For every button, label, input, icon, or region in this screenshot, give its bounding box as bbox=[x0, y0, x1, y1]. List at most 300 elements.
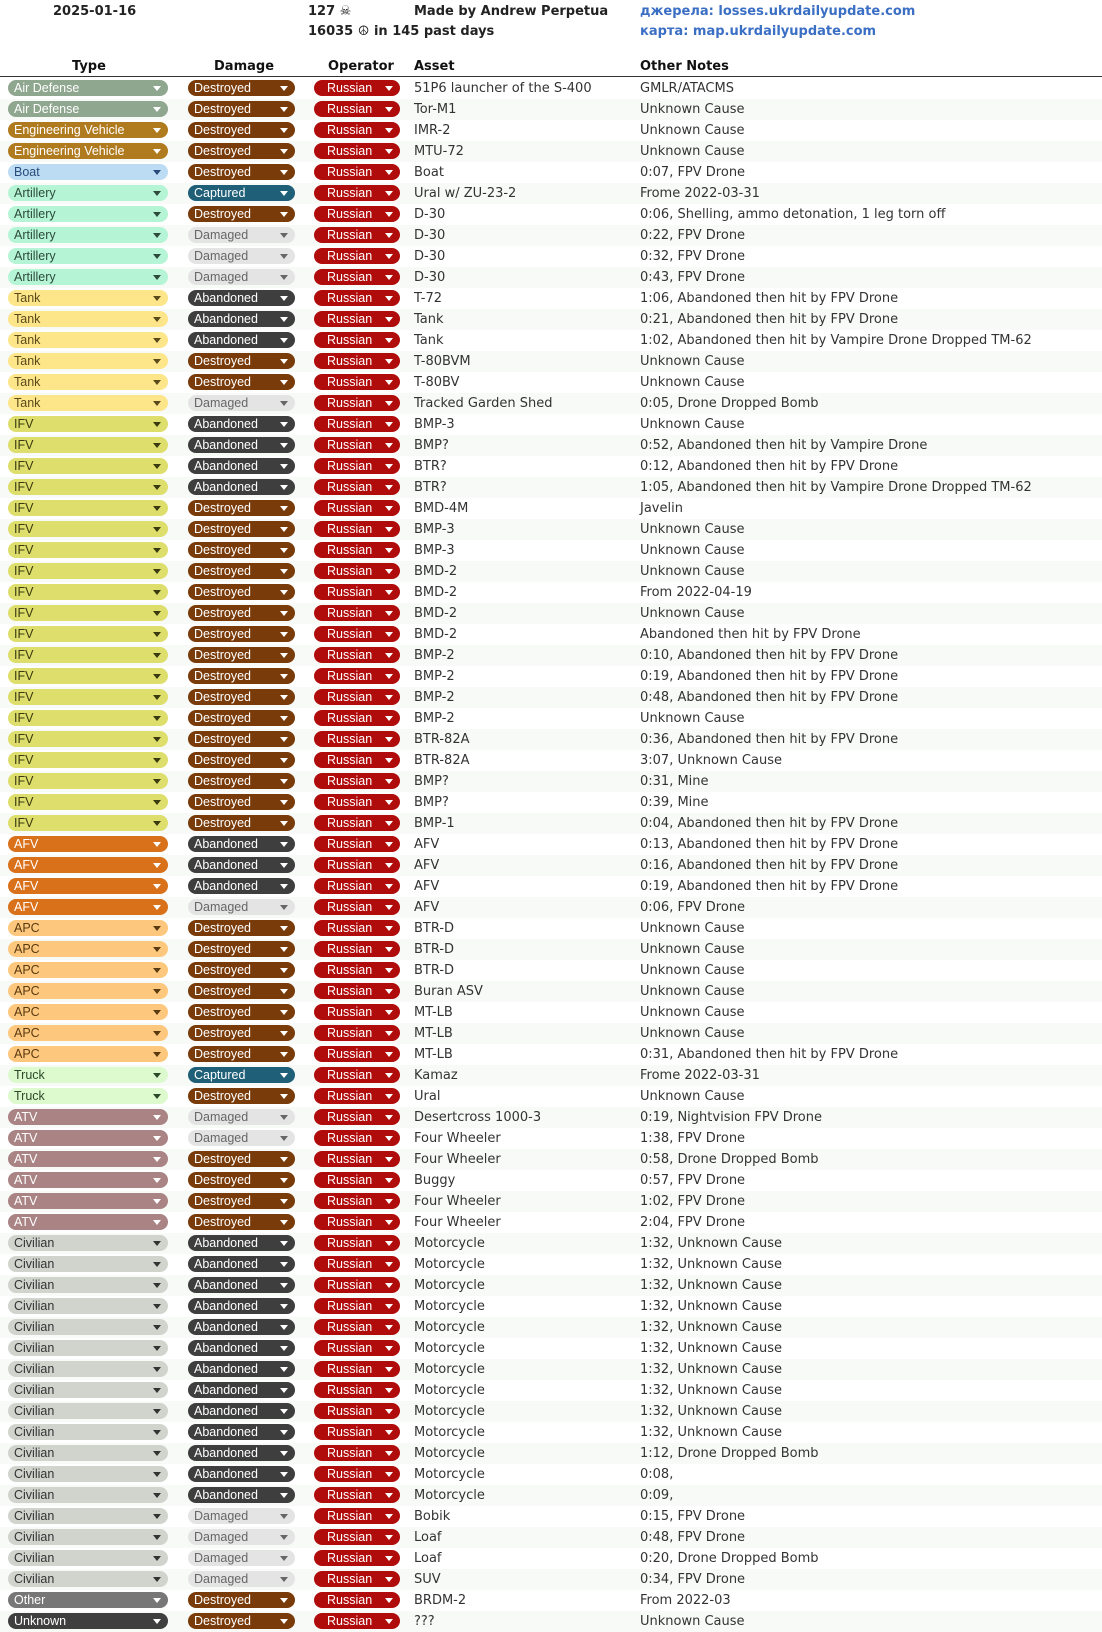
sources-link[interactable]: джерела: losses.ukrdailyupdate.com bbox=[640, 4, 916, 19]
operator-select[interactable] bbox=[314, 1193, 400, 1209]
type-select[interactable] bbox=[8, 1214, 168, 1230]
dropdown-arrow-icon bbox=[280, 1010, 288, 1015]
type-select[interactable] bbox=[8, 584, 168, 600]
type-select[interactable] bbox=[8, 311, 168, 327]
operator-select[interactable] bbox=[314, 1403, 400, 1419]
type-select[interactable] bbox=[8, 1004, 168, 1020]
damage-select[interactable] bbox=[188, 1508, 295, 1524]
type-select[interactable] bbox=[8, 1235, 168, 1251]
type-select[interactable] bbox=[8, 1550, 168, 1566]
operator-select[interactable] bbox=[314, 290, 400, 306]
type-select[interactable] bbox=[8, 395, 168, 411]
type-select-label: IFV bbox=[14, 774, 34, 788]
damage-select[interactable] bbox=[188, 290, 295, 306]
damage-select[interactable] bbox=[188, 1466, 295, 1482]
notes-cell: Unknown Cause bbox=[640, 942, 745, 957]
operator-select[interactable] bbox=[314, 374, 400, 390]
operator-select[interactable] bbox=[314, 311, 400, 327]
damage-select[interactable] bbox=[188, 500, 295, 516]
damage-select[interactable] bbox=[188, 1214, 295, 1230]
damage-select[interactable] bbox=[188, 1193, 295, 1209]
table-row bbox=[0, 351, 1102, 372]
type-select[interactable] bbox=[8, 626, 168, 642]
table-row bbox=[0, 1002, 1102, 1023]
operator-select[interactable] bbox=[314, 1340, 400, 1356]
operator-select[interactable] bbox=[314, 1025, 400, 1041]
damage-select[interactable] bbox=[188, 1172, 295, 1188]
type-select[interactable] bbox=[8, 920, 168, 936]
damage-select[interactable] bbox=[188, 1613, 295, 1629]
notes-cell: Unknown Cause bbox=[640, 984, 745, 999]
type-select[interactable] bbox=[8, 1529, 168, 1545]
damage-select[interactable] bbox=[188, 1382, 295, 1398]
type-select[interactable] bbox=[8, 143, 168, 159]
operator-select[interactable] bbox=[314, 1067, 400, 1083]
operator-select-label: Russian bbox=[327, 858, 373, 872]
damage-select[interactable] bbox=[188, 1025, 295, 1041]
damage-select[interactable] bbox=[188, 773, 295, 789]
operator-select[interactable] bbox=[314, 437, 400, 453]
operator-select[interactable] bbox=[314, 584, 400, 600]
operator-select[interactable] bbox=[314, 1361, 400, 1377]
operator-select[interactable] bbox=[314, 416, 400, 432]
table-row bbox=[0, 1338, 1102, 1359]
damage-select[interactable] bbox=[188, 815, 295, 831]
damage-select[interactable] bbox=[188, 1487, 295, 1503]
type-select[interactable] bbox=[8, 269, 168, 285]
damage-select[interactable] bbox=[188, 185, 295, 201]
damage-select[interactable] bbox=[188, 374, 295, 390]
asset-cell: T-72 bbox=[414, 291, 442, 306]
damage-select-label: Abandoned bbox=[194, 459, 258, 473]
asset-cell: Motorcycle bbox=[414, 1488, 485, 1503]
operator-select[interactable] bbox=[314, 227, 400, 243]
asset-cell: Motorcycle bbox=[414, 1425, 485, 1440]
notes-cell: Unknown Cause bbox=[640, 1614, 745, 1629]
dropdown-arrow-icon bbox=[385, 1556, 393, 1561]
column-header-type: Type bbox=[72, 59, 106, 74]
damage-select[interactable] bbox=[188, 668, 295, 684]
operator-select[interactable] bbox=[314, 878, 400, 894]
type-select[interactable] bbox=[8, 857, 168, 873]
operator-select[interactable] bbox=[314, 1088, 400, 1104]
type-select[interactable] bbox=[8, 731, 168, 747]
operator-select-label: Russian bbox=[327, 123, 373, 137]
operator-select[interactable] bbox=[314, 1004, 400, 1020]
type-select[interactable] bbox=[8, 794, 168, 810]
operator-select[interactable] bbox=[314, 941, 400, 957]
operator-select[interactable] bbox=[314, 1151, 400, 1167]
damage-select[interactable] bbox=[188, 941, 295, 957]
damage-select[interactable] bbox=[188, 794, 295, 810]
damage-select[interactable] bbox=[188, 1256, 295, 1272]
type-select[interactable] bbox=[8, 836, 168, 852]
damage-select-label: Destroyed bbox=[194, 1089, 251, 1103]
type-select[interactable] bbox=[8, 227, 168, 243]
type-select[interactable] bbox=[8, 773, 168, 789]
damage-select[interactable] bbox=[188, 311, 295, 327]
dropdown-arrow-icon bbox=[153, 1220, 161, 1225]
asset-cell: BMP-3 bbox=[414, 543, 455, 558]
operator-select[interactable] bbox=[314, 962, 400, 978]
type-select-label: Air Defense bbox=[14, 81, 80, 95]
dropdown-arrow-icon bbox=[280, 422, 288, 427]
operator-select[interactable] bbox=[314, 647, 400, 663]
asset-cell: D-30 bbox=[414, 207, 446, 222]
operator-select[interactable] bbox=[314, 1130, 400, 1146]
type-select[interactable] bbox=[8, 1172, 168, 1188]
operator-select[interactable] bbox=[314, 983, 400, 999]
operator-select[interactable] bbox=[314, 269, 400, 285]
operator-select[interactable] bbox=[314, 1235, 400, 1251]
operator-select[interactable] bbox=[314, 1529, 400, 1545]
damage-select[interactable] bbox=[188, 269, 295, 285]
operator-select[interactable] bbox=[314, 500, 400, 516]
damage-select[interactable] bbox=[188, 563, 295, 579]
operator-select[interactable] bbox=[314, 332, 400, 348]
type-select[interactable] bbox=[8, 1487, 168, 1503]
type-select[interactable] bbox=[8, 122, 168, 138]
operator-select[interactable] bbox=[314, 1571, 400, 1587]
operator-select-label: Russian bbox=[327, 333, 373, 347]
operator-select[interactable] bbox=[314, 143, 400, 159]
dropdown-arrow-icon bbox=[280, 149, 288, 154]
operator-select-label: Russian bbox=[327, 690, 373, 704]
damage-select[interactable] bbox=[188, 983, 295, 999]
dropdown-arrow-icon bbox=[153, 1031, 161, 1036]
type-select[interactable] bbox=[8, 206, 168, 222]
type-select[interactable] bbox=[8, 437, 168, 453]
operator-select-label: Russian bbox=[327, 1530, 373, 1544]
damage-select[interactable] bbox=[188, 962, 295, 978]
damage-select[interactable] bbox=[188, 1319, 295, 1335]
damage-select[interactable] bbox=[188, 227, 295, 243]
operator-select[interactable] bbox=[314, 1382, 400, 1398]
dropdown-arrow-icon bbox=[280, 1388, 288, 1393]
dropdown-arrow-icon bbox=[385, 968, 393, 973]
dropdown-arrow-icon bbox=[153, 947, 161, 952]
asset-cell: Four Wheeler bbox=[414, 1215, 501, 1230]
damage-select[interactable] bbox=[188, 353, 295, 369]
damage-select[interactable] bbox=[188, 1592, 295, 1608]
operator-select[interactable] bbox=[314, 80, 400, 96]
damage-select[interactable] bbox=[188, 899, 295, 915]
operator-select[interactable] bbox=[314, 521, 400, 537]
operator-select[interactable] bbox=[314, 122, 400, 138]
damage-select[interactable] bbox=[188, 710, 295, 726]
dropdown-arrow-icon bbox=[153, 401, 161, 406]
type-select[interactable] bbox=[8, 689, 168, 705]
operator-select[interactable] bbox=[314, 752, 400, 768]
damage-select[interactable] bbox=[188, 1151, 295, 1167]
operator-select[interactable] bbox=[314, 836, 400, 852]
operator-select[interactable] bbox=[314, 1214, 400, 1230]
damage-select[interactable] bbox=[188, 752, 295, 768]
operator-select-label: Russian bbox=[327, 1425, 373, 1439]
type-select[interactable] bbox=[8, 1592, 168, 1608]
type-select[interactable] bbox=[8, 1130, 168, 1146]
damage-select[interactable] bbox=[188, 437, 295, 453]
asset-cell: BMP-3 bbox=[414, 417, 455, 432]
type-select[interactable] bbox=[8, 479, 168, 495]
type-select[interactable] bbox=[8, 1424, 168, 1440]
type-select[interactable] bbox=[8, 1109, 168, 1125]
operator-select[interactable] bbox=[314, 1445, 400, 1461]
dropdown-arrow-icon bbox=[280, 800, 288, 805]
type-select[interactable] bbox=[8, 80, 168, 96]
dropdown-arrow-icon bbox=[385, 1514, 393, 1519]
damage-select[interactable] bbox=[188, 143, 295, 159]
damage-select[interactable] bbox=[188, 416, 295, 432]
type-select-label: IFV bbox=[14, 732, 34, 746]
operator-select[interactable] bbox=[314, 1172, 400, 1188]
operator-select[interactable] bbox=[314, 1592, 400, 1608]
operator-select-label: Russian bbox=[327, 1173, 373, 1187]
operator-select[interactable] bbox=[314, 689, 400, 705]
type-select[interactable] bbox=[8, 1088, 168, 1104]
operator-select[interactable] bbox=[314, 815, 400, 831]
damage-select[interactable] bbox=[188, 1445, 295, 1461]
type-select[interactable] bbox=[8, 1508, 168, 1524]
damage-select[interactable] bbox=[188, 836, 295, 852]
damage-select[interactable] bbox=[188, 1046, 295, 1062]
notes-cell: 0:08, bbox=[640, 1467, 674, 1482]
dropdown-arrow-icon bbox=[280, 905, 288, 910]
damage-select[interactable] bbox=[188, 878, 295, 894]
operator-select[interactable] bbox=[314, 1613, 400, 1629]
operator-select[interactable] bbox=[314, 668, 400, 684]
type-select[interactable] bbox=[8, 1151, 168, 1167]
operator-select-label: Russian bbox=[327, 312, 373, 326]
notes-cell: Unknown Cause bbox=[640, 921, 745, 936]
operator-select[interactable] bbox=[314, 899, 400, 915]
operator-select[interactable] bbox=[314, 1508, 400, 1524]
table-row bbox=[0, 456, 1102, 477]
type-select[interactable] bbox=[8, 1046, 168, 1062]
damage-select[interactable] bbox=[188, 689, 295, 705]
type-select[interactable] bbox=[8, 353, 168, 369]
damage-select-label: Captured bbox=[194, 1068, 246, 1082]
type-select[interactable] bbox=[8, 647, 168, 663]
type-select[interactable] bbox=[8, 1361, 168, 1377]
type-select[interactable] bbox=[8, 1298, 168, 1314]
damage-select[interactable] bbox=[188, 1571, 295, 1587]
damage-select[interactable] bbox=[188, 1130, 295, 1146]
damage-select-label: Damaged bbox=[194, 1131, 249, 1145]
type-select[interactable] bbox=[8, 815, 168, 831]
dropdown-arrow-icon bbox=[153, 926, 161, 931]
operator-select[interactable] bbox=[314, 710, 400, 726]
damage-select[interactable] bbox=[188, 521, 295, 537]
type-select[interactable] bbox=[8, 542, 168, 558]
operator-select[interactable] bbox=[314, 857, 400, 873]
table-row bbox=[0, 1401, 1102, 1422]
damage-select[interactable] bbox=[188, 920, 295, 936]
damage-select[interactable] bbox=[188, 248, 295, 264]
damage-select-label: Destroyed bbox=[194, 711, 251, 725]
damage-select-label: Destroyed bbox=[194, 963, 251, 977]
type-select[interactable] bbox=[8, 1277, 168, 1293]
damage-select[interactable] bbox=[188, 1235, 295, 1251]
type-select[interactable] bbox=[8, 248, 168, 264]
damage-select[interactable] bbox=[188, 605, 295, 621]
notes-cell: 1:02, FPV Drone bbox=[640, 1194, 746, 1209]
damage-select[interactable] bbox=[188, 647, 295, 663]
operator-select[interactable] bbox=[314, 731, 400, 747]
type-select[interactable] bbox=[8, 101, 168, 117]
damage-select[interactable] bbox=[188, 1088, 295, 1104]
damage-select[interactable] bbox=[188, 542, 295, 558]
type-select[interactable] bbox=[8, 1256, 168, 1272]
type-select[interactable] bbox=[8, 500, 168, 516]
table-row bbox=[0, 918, 1102, 939]
damage-select[interactable] bbox=[188, 101, 295, 117]
table-row bbox=[0, 939, 1102, 960]
operator-select[interactable] bbox=[314, 920, 400, 936]
type-select[interactable] bbox=[8, 1466, 168, 1482]
damage-select[interactable] bbox=[188, 122, 295, 138]
damage-select[interactable] bbox=[188, 332, 295, 348]
type-select[interactable] bbox=[8, 458, 168, 474]
operator-select[interactable] bbox=[314, 1298, 400, 1314]
operator-select[interactable] bbox=[314, 794, 400, 810]
type-select[interactable] bbox=[8, 983, 168, 999]
operator-select[interactable] bbox=[314, 353, 400, 369]
dropdown-arrow-icon bbox=[385, 884, 393, 889]
type-select[interactable] bbox=[8, 1319, 168, 1335]
damage-select[interactable] bbox=[188, 584, 295, 600]
operator-select[interactable] bbox=[314, 1046, 400, 1062]
dropdown-arrow-icon bbox=[153, 1010, 161, 1015]
damage-select-label: Damaged bbox=[194, 1509, 249, 1523]
type-select[interactable] bbox=[8, 668, 168, 684]
daily-count-value: 127 bbox=[308, 4, 336, 19]
type-select[interactable] bbox=[8, 1340, 168, 1356]
operator-select[interactable] bbox=[314, 1319, 400, 1335]
notes-cell: Unknown Cause bbox=[640, 543, 745, 558]
type-select[interactable] bbox=[8, 185, 168, 201]
table-row bbox=[0, 834, 1102, 855]
damage-select[interactable] bbox=[188, 1277, 295, 1293]
type-select[interactable] bbox=[8, 710, 168, 726]
table-row bbox=[0, 267, 1102, 288]
dropdown-arrow-icon bbox=[153, 821, 161, 826]
dropdown-arrow-icon bbox=[153, 884, 161, 889]
type-select[interactable] bbox=[8, 941, 168, 957]
operator-select[interactable] bbox=[314, 1466, 400, 1482]
table-row bbox=[0, 1380, 1102, 1401]
operator-select[interactable] bbox=[314, 1424, 400, 1440]
type-select[interactable] bbox=[8, 962, 168, 978]
operator-select[interactable] bbox=[314, 458, 400, 474]
damage-select[interactable] bbox=[188, 1529, 295, 1545]
operator-select[interactable] bbox=[314, 164, 400, 180]
type-select[interactable] bbox=[8, 374, 168, 390]
type-select[interactable] bbox=[8, 416, 168, 432]
type-select[interactable] bbox=[8, 521, 168, 537]
damage-select[interactable] bbox=[188, 479, 295, 495]
type-select-label: ATV bbox=[14, 1194, 38, 1208]
damage-select[interactable] bbox=[188, 80, 295, 96]
operator-select[interactable] bbox=[314, 248, 400, 264]
dropdown-arrow-icon bbox=[153, 170, 161, 175]
damage-select[interactable] bbox=[188, 1004, 295, 1020]
map-link[interactable]: карта: map.ukrdailyupdate.com bbox=[640, 24, 877, 39]
operator-select[interactable] bbox=[314, 1277, 400, 1293]
damage-select[interactable] bbox=[188, 1403, 295, 1419]
damage-select[interactable] bbox=[188, 1298, 295, 1314]
type-select[interactable] bbox=[8, 164, 168, 180]
type-select[interactable] bbox=[8, 332, 168, 348]
type-select[interactable] bbox=[8, 605, 168, 621]
operator-select[interactable] bbox=[314, 185, 400, 201]
dropdown-arrow-icon bbox=[280, 254, 288, 259]
operator-select[interactable] bbox=[314, 1487, 400, 1503]
notes-cell: Unknown Cause bbox=[640, 1089, 745, 1104]
damage-select-label: Abandoned bbox=[194, 837, 258, 851]
type-select[interactable] bbox=[8, 899, 168, 915]
type-select[interactable] bbox=[8, 1613, 168, 1629]
operator-select[interactable] bbox=[314, 605, 400, 621]
type-select[interactable] bbox=[8, 1067, 168, 1083]
type-select[interactable] bbox=[8, 1382, 168, 1398]
operator-select[interactable] bbox=[314, 773, 400, 789]
type-select[interactable] bbox=[8, 1025, 168, 1041]
operator-select[interactable] bbox=[314, 479, 400, 495]
damage-select-label: Destroyed bbox=[194, 1614, 251, 1628]
damage-select[interactable] bbox=[188, 1067, 295, 1083]
type-select[interactable] bbox=[8, 290, 168, 306]
type-select[interactable] bbox=[8, 563, 168, 579]
damage-select[interactable] bbox=[188, 1550, 295, 1566]
damage-select[interactable] bbox=[188, 1340, 295, 1356]
type-select[interactable] bbox=[8, 1403, 168, 1419]
operator-select[interactable] bbox=[314, 1550, 400, 1566]
damage-select[interactable] bbox=[188, 1109, 295, 1125]
operator-select[interactable] bbox=[314, 206, 400, 222]
table-row bbox=[0, 1611, 1102, 1632]
type-select[interactable] bbox=[8, 1571, 168, 1587]
operator-select[interactable] bbox=[314, 626, 400, 642]
operator-select[interactable] bbox=[314, 563, 400, 579]
damage-select-label: Damaged bbox=[194, 228, 249, 242]
damage-select[interactable] bbox=[188, 164, 295, 180]
damage-select[interactable] bbox=[188, 626, 295, 642]
damage-select[interactable] bbox=[188, 731, 295, 747]
damage-select[interactable] bbox=[188, 857, 295, 873]
damage-select[interactable] bbox=[188, 458, 295, 474]
operator-select[interactable] bbox=[314, 395, 400, 411]
damage-select[interactable] bbox=[188, 1424, 295, 1440]
type-select-label: Other bbox=[14, 1593, 46, 1607]
damage-select[interactable] bbox=[188, 206, 295, 222]
damage-select-label: Abandoned bbox=[194, 1236, 258, 1250]
type-select[interactable] bbox=[8, 752, 168, 768]
damage-select[interactable] bbox=[188, 395, 295, 411]
notes-cell: 0:21, Abandoned then hit by FPV Drone bbox=[640, 312, 899, 327]
damage-select[interactable] bbox=[188, 1361, 295, 1377]
operator-select[interactable] bbox=[314, 542, 400, 558]
asset-cell: BMP-2 bbox=[414, 690, 455, 705]
type-select[interactable] bbox=[8, 1193, 168, 1209]
type-select-label: IFV bbox=[14, 648, 34, 662]
type-select[interactable] bbox=[8, 878, 168, 894]
operator-select[interactable] bbox=[314, 101, 400, 117]
operator-select[interactable] bbox=[314, 1109, 400, 1125]
table-row bbox=[0, 414, 1102, 435]
operator-select[interactable] bbox=[314, 1256, 400, 1272]
type-select[interactable] bbox=[8, 1445, 168, 1461]
